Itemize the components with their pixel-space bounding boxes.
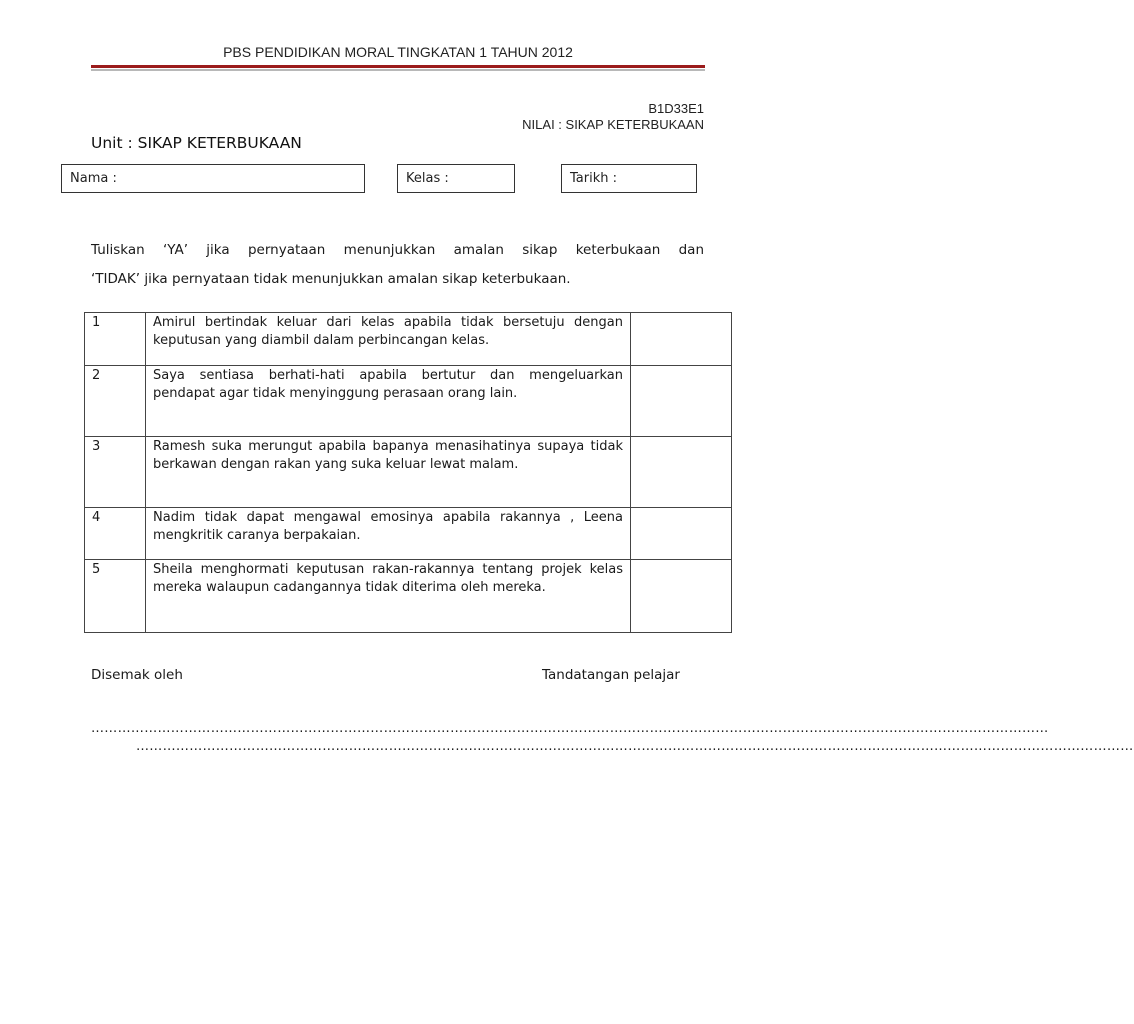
row-number: 2 <box>85 366 146 437</box>
table-row <box>85 313 732 366</box>
answer-cell[interactable] <box>631 366 732 437</box>
nama-label: Nama : <box>70 171 117 186</box>
table-row <box>85 366 732 437</box>
header-rule-red <box>91 65 705 68</box>
kelas-field[interactable] <box>397 164 515 193</box>
table-row <box>85 560 732 633</box>
row-number: 5 <box>85 560 146 633</box>
instruction-line-2: ‘TIDAK’ jika pernyataan tidak menunjukkan amalan sikap keterbukaan. <box>91 271 571 287</box>
checked-by-label: Disemak oleh <box>91 667 183 683</box>
nilai-label: NILAI : SIKAP KETERBUKAAN <box>522 117 704 132</box>
nama-field[interactable] <box>61 164 365 193</box>
document-code: B1D33E1 <box>648 101 704 116</box>
row-number: 1 <box>85 313 146 366</box>
header-rule-gray <box>91 69 705 71</box>
page-header-title: PBS PENDIDIKAN MORAL TINGKATAN 1 TAHUN 2012 <box>223 44 573 60</box>
answer-cell[interactable] <box>631 313 732 366</box>
table-row <box>85 437 732 508</box>
statements-table <box>84 312 732 633</box>
statement-text: Saya sentiasa berhati-hati apabila bertutur dan mengeluarkan pendapat agar tidak menyinggung perasaan orang lain. <box>146 366 631 437</box>
statement-text: Nadim tidak dapat mengawal emosinya apabila rakannya , Leena mengkritik caranya berpakaian. <box>146 508 631 560</box>
answer-cell[interactable] <box>631 508 732 560</box>
answer-cell[interactable] <box>631 437 732 508</box>
kelas-label: Kelas : <box>406 171 449 186</box>
instruction-line-1: Tuliskan ‘YA’ jika pernyataan menunjukkan amalan sikap keterbukaan dan <box>91 242 704 258</box>
tarikh-label: Tarikh : <box>570 171 617 186</box>
row-number: 3 <box>85 437 146 508</box>
statement-text: Sheila menghormati keputusan rakan-rakannya tentang projek kelas mereka walaupun cadangannya tidak diterima oleh mereka. <box>146 560 631 633</box>
unit-title: Unit : SIKAP KETERBUKAAN <box>91 134 302 152</box>
answer-cell[interactable] <box>631 560 732 633</box>
student-signature-label: Tandatangan pelajar <box>542 667 680 683</box>
signature-line-left: ……………………………………………………………………………………………………………………………………………………………………………………………… <box>91 721 1049 736</box>
signature-line-right: ……………………………………………………………………………………………………………………………………………………………………………………………………… <box>136 739 1134 754</box>
row-number: 4 <box>85 508 146 560</box>
tarikh-field[interactable] <box>561 164 697 193</box>
table-row <box>85 508 732 560</box>
instruction-text <box>91 236 704 294</box>
statement-text: Ramesh suka merungut apabila bapanya menasihatinya supaya tidak berkawan dengan rakan yang suka keluar lewat malam. <box>146 437 631 508</box>
statement-text: Amirul bertindak keluar dari kelas apabila tidak bersetuju dengan keputusan yang diambil dalam perbincangan kelas. <box>146 313 631 366</box>
